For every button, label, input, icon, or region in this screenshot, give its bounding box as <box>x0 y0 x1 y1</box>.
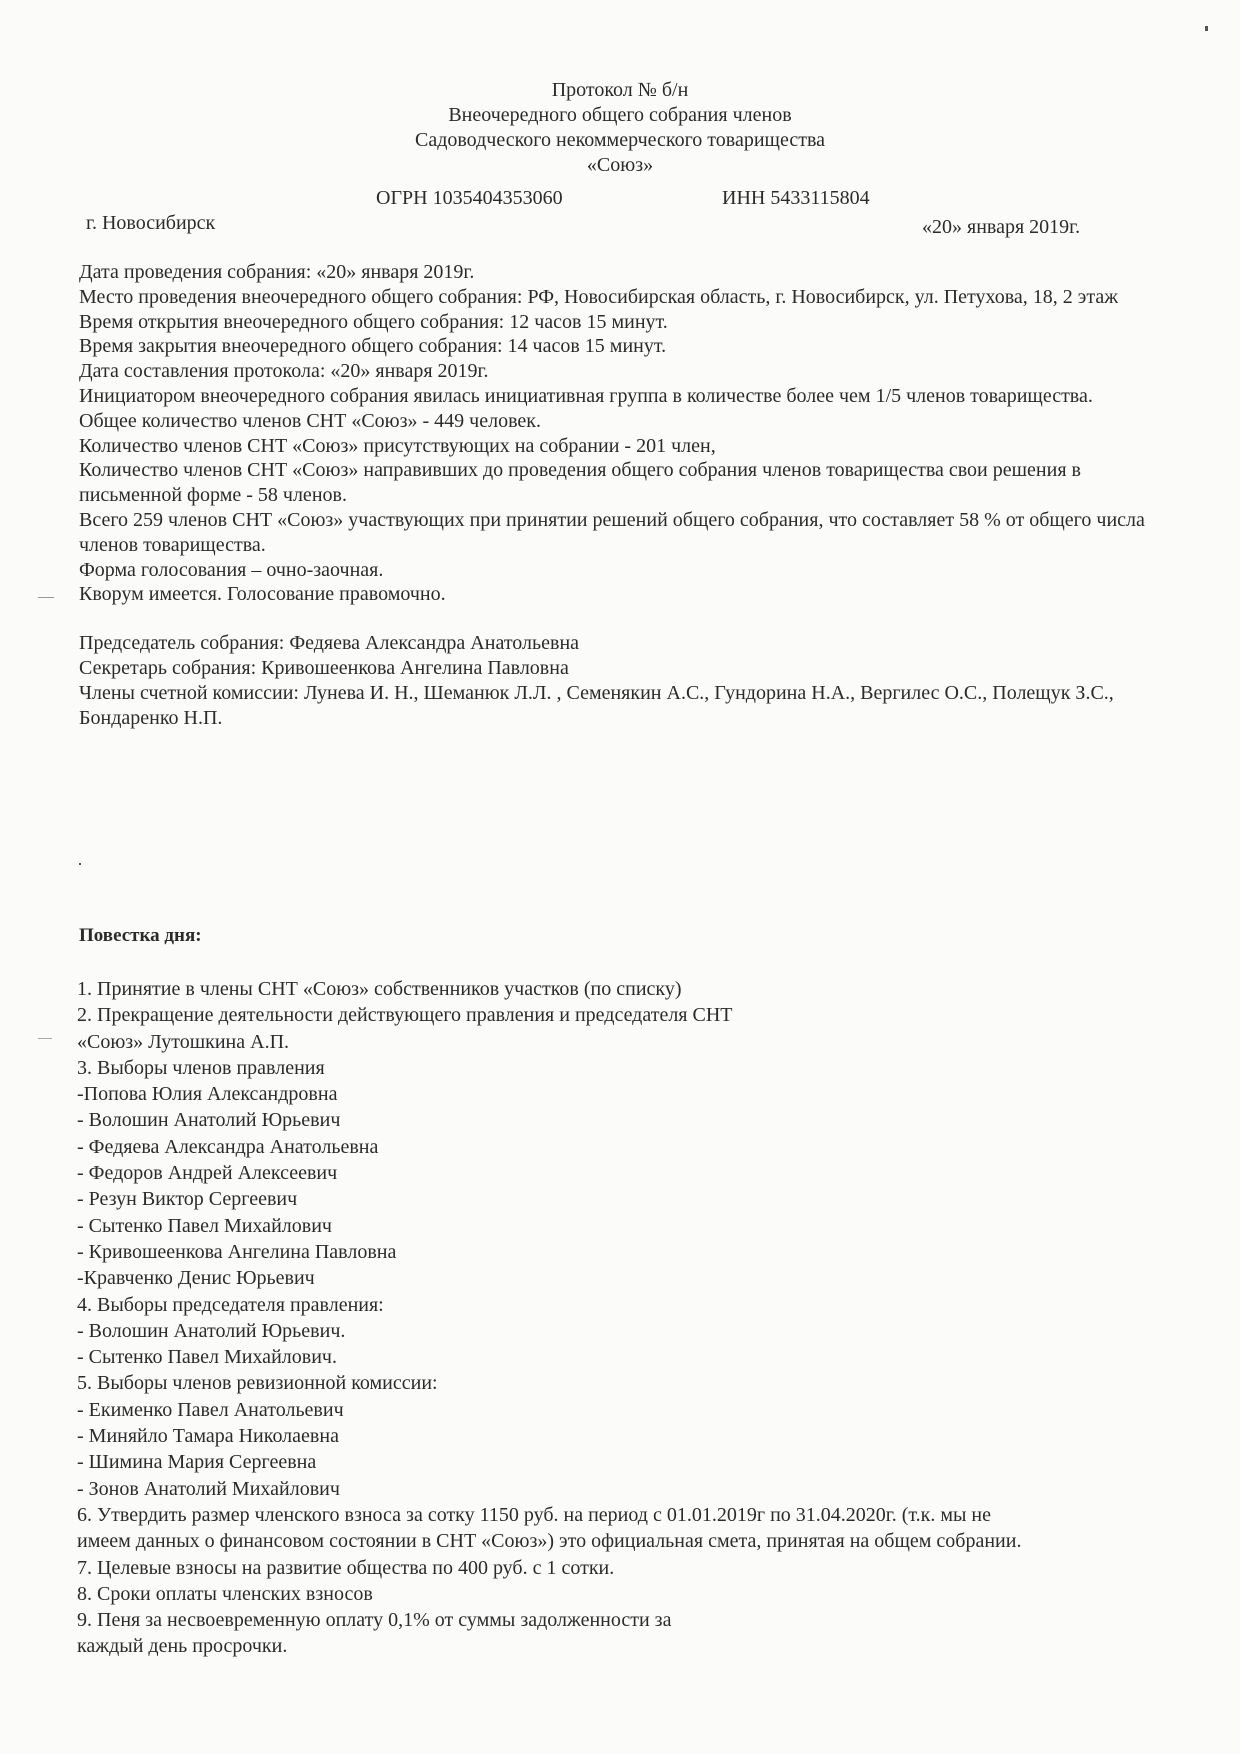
agenda-item: -Попова Юлия Александровна <box>77 1083 338 1106</box>
agenda-item: - Кривошеенкова Ангелина Павловна <box>77 1240 397 1263</box>
agenda-item: 3. Выборы членов правления <box>77 1056 325 1079</box>
agenda-item: имеем данных о финансовом состоянии в СНТ «Союз») это официальная смета, принятая на общем собрании. <box>77 1530 1022 1553</box>
secretary: Секретарь собрания: Кривошеенкова Ангелина Павловна <box>79 656 569 679</box>
info-line: Дата составления протокола: «20» января 2019г. <box>79 360 489 383</box>
info-line: Место проведения внеочередного общего собрания: РФ, Новосибирская область, г. Новосибирск, ул. Петухова, 18, 2 этаж <box>79 285 1119 308</box>
agenda-item: - Волошин Анатолий Юрьевич <box>77 1109 341 1132</box>
agenda-item: 6. Утвердить размер членского взноса за сотку 1150 руб. на период с 01.01.2019г по 31.04.2020г. (т.к. мы не <box>77 1503 992 1526</box>
document-header <box>0 78 1240 178</box>
agenda-item: - Миняйло Тамара Николаевна <box>77 1425 339 1448</box>
scan-speck <box>79 863 81 865</box>
header-line-4: «Союз» <box>586 154 654 176</box>
agenda-item: 8. Сроки оплаты членских взносов <box>77 1582 373 1605</box>
scan-mark <box>38 1038 52 1039</box>
info-line: Время открытия внеочередного общего собрания: 12 часов 15 минут. <box>79 310 668 333</box>
info-line: Кворум имеется. Голосование правомочно. <box>79 583 446 606</box>
agenda-item: - Шимина Мария Сергеевна <box>77 1451 317 1474</box>
info-line: Количество членов СНТ «Союз» присутствующих на собрании - 201 член, <box>79 434 716 457</box>
agenda-item: 7. Целевые взносы на развитие общества по 400 руб. с 1 сотки. <box>77 1556 615 1579</box>
info-line: Всего 259 членов СНТ «Союз» участвующих при принятии решений общего собрания, что составляет 58 % от общего числа членов товарищества. <box>79 508 1145 556</box>
agenda-item: 2. Прекращение деятельности действующего правления и председателя СНТ <box>77 1004 733 1027</box>
agenda-item: 1. Принятие в члены СНТ «Союз» собственников участков (по списку) <box>77 978 682 1000</box>
info-line: Количество членов СНТ «Союз» направивших до проведения общего собрания членов товарищества свои решения в письменной форме - 58 членов. <box>79 459 1081 507</box>
scan-speck <box>1205 26 1208 31</box>
agenda-item: -Кравченко Денис Юрьевич <box>77 1267 315 1290</box>
info-line: Общее количество членов СНТ «Союз» - 449 человек. <box>79 409 541 432</box>
city: г. Новосибирск <box>86 212 216 234</box>
counting-commission: Члены счетной комиссии: Лунева И. Н., Шеманюк Л.Л. , Семенякин А.С., Гундорина Н.А., Вергилес О.С., Полещук З.С., Бондаренко Н.П. <box>79 681 1114 729</box>
meeting-info <box>79 260 1174 730</box>
agenda-item: - Сытенко Павел Михайлович. <box>77 1346 337 1369</box>
agenda-item: - Федяева Александра Анатольевна <box>77 1135 379 1158</box>
agenda-item: 5. Выборы членов ревизионной комиссии: <box>77 1372 438 1395</box>
info-line: Инициатором внеочередного собрания явилась инициативная группа в количестве более чем 1/5 членов товарищества. <box>79 384 1093 407</box>
agenda-item: - Екименко Павел Анатольевич <box>77 1398 344 1421</box>
header-line-3: Садоводческого некоммерческого товарищества <box>414 129 825 151</box>
info-line: Дата проведения собрания: «20» января 2019г. <box>79 261 475 283</box>
document-date: «20» января 2019г. <box>922 216 1081 238</box>
agenda-item: - Волошин Анатолий Юрьевич. <box>77 1319 346 1342</box>
chairman: Председатель собрания: Федяева Александра Анатольевна <box>79 632 580 655</box>
scan-mark <box>38 597 54 598</box>
agenda-item: - Сытенко Павел Михайлович <box>77 1214 332 1237</box>
agenda-item: 4. Выборы председателя правления: <box>77 1293 384 1316</box>
agenda-item: 9. Пеня за несвоевременную оплату 0,1% от суммы задолженности за <box>77 1609 672 1632</box>
agenda-title: Повестка дня: <box>79 925 202 946</box>
agenda-item: - Зонов Анатолий Михайлович <box>77 1477 340 1500</box>
ogrn: ОГРН 1035404353060 <box>376 187 563 209</box>
agenda-list <box>77 976 1177 1660</box>
agenda-item: каждый день просрочки. <box>77 1635 288 1658</box>
document-title: Протокол № б/н <box>551 79 689 101</box>
info-line: Форма голосования – очно-заочная. <box>79 558 384 581</box>
header-line-2: Внеочередного общего собрания членов <box>448 104 792 126</box>
agenda-item: «Союз» Лутошкина А.П. <box>77 1030 290 1053</box>
info-line: Время закрытия внеочередного общего собрания: 14 часов 15 минут. <box>79 335 667 358</box>
inn: ИНН 5433115804 <box>722 187 870 209</box>
agenda-item: - Резун Виктор Сергеевич <box>77 1188 298 1211</box>
agenda-item: - Федоров Андрей Алексеевич <box>77 1162 338 1185</box>
